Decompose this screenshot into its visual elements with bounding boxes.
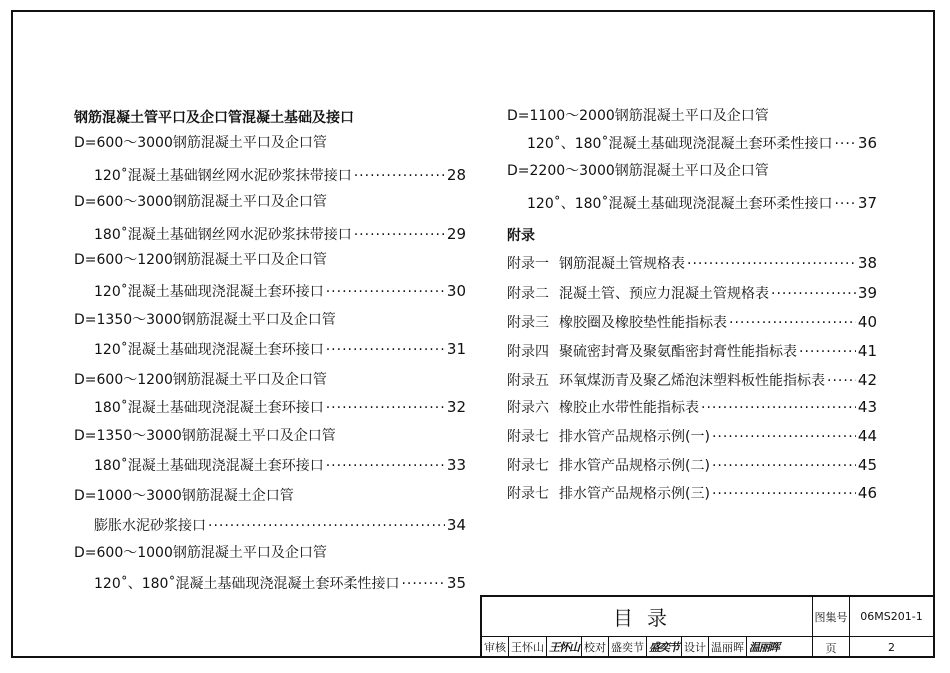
appendix-label: 附录二 (507, 286, 549, 302)
toc-entry-sub: 膨胀水泥砂浆接口 (94, 518, 206, 534)
toc-page-number: 28 (446, 166, 466, 184)
toc-entry-title: D=1100～2000钢筋混凝土平口及企口管 (507, 108, 769, 124)
leader-dots (771, 285, 856, 303)
appendix-title: 钢筋混凝土管规格表 (559, 256, 685, 272)
atlas-number: 06MS201-1 (850, 597, 933, 637)
atlas-label: 图集号 (813, 597, 850, 637)
toc-page-number: 34 (446, 516, 466, 534)
toc-page-number: 35 (446, 574, 466, 592)
appendix-title: 环氧煤沥青及聚乙烯泡沫塑料板性能指标表 (559, 373, 825, 389)
appendix-label: 附录四 (507, 344, 549, 360)
toc-page-number: 45 (857, 456, 877, 474)
appendix-entry[interactable] (507, 342, 877, 361)
leader-dots (354, 167, 445, 185)
toc-page-number: 38 (857, 254, 877, 272)
toc-entry[interactable] (74, 516, 466, 535)
review-signature: 王怀山 (547, 637, 582, 658)
appendix-title: 排水管产品规格示例(二) (559, 458, 710, 474)
toc-page-number: 33 (446, 456, 466, 474)
review-name: 王怀山 (509, 637, 547, 658)
signature-row (482, 637, 813, 658)
toc-entry[interactable] (74, 225, 466, 244)
toc-entry-sub: 180˚混凝土基础钢丝网水泥砂浆抹带接口 (94, 227, 352, 243)
design-label: 设计 (682, 637, 709, 658)
toc-entry[interactable] (74, 456, 466, 475)
leader-dots (326, 399, 445, 417)
toc-page-number: 32 (446, 398, 466, 416)
appendix-heading: 附录 (507, 228, 535, 244)
toc-page-number: 41 (857, 342, 877, 360)
leader-dots (729, 314, 856, 332)
appendix-entry[interactable] (507, 398, 877, 417)
appendix-title: 排水管产品规格示例(一) (559, 429, 710, 445)
leader-dots (326, 341, 445, 359)
toc-entry-sub: 120˚混凝土基础现浇混凝土套环接口 (94, 284, 324, 300)
leader-dots (712, 457, 856, 475)
toc-entry[interactable] (74, 166, 466, 185)
leader-dots (687, 255, 856, 273)
toc-entry[interactable] (74, 398, 466, 417)
toc-page-number: 43 (857, 398, 877, 416)
leader-dots (701, 399, 856, 417)
check-name: 盛奕节 (609, 637, 647, 658)
appendix-entry[interactable] (507, 254, 877, 273)
page-label: 页 (813, 637, 850, 658)
toc-entry-sub: 120˚混凝土基础现浇混凝土套环接口 (94, 342, 324, 358)
toc-page-number: 29 (446, 225, 466, 243)
check-label: 校对 (582, 637, 609, 658)
appendix-title: 混凝土管、预应力混凝土管规格表 (559, 286, 769, 302)
leader-dots (712, 428, 856, 446)
toc-entry-title: D=600～1200钢筋混凝土平口及企口管 (74, 372, 327, 388)
appendix-title: 橡胶圈及橡胶垫性能指标表 (559, 315, 727, 331)
toc-page-number: 42 (857, 371, 877, 389)
drawing-title: 目录 (482, 597, 813, 637)
appendix-entry[interactable] (507, 456, 877, 475)
toc-entry-title: D=600～1000钢筋混凝土平口及企口管 (74, 545, 327, 561)
leader-dots (827, 372, 856, 390)
leader-dots (208, 517, 445, 535)
design-signature: 温丽晖 (749, 641, 779, 654)
appendix-label: 附录七 (507, 486, 549, 502)
toc-entry-sub: 180˚混凝土基础现浇混凝土套环接口 (94, 458, 324, 474)
appendix-label: 附录七 (507, 458, 549, 474)
toc-entry[interactable] (74, 282, 466, 301)
toc-entry-title: D=1350～3000钢筋混凝土平口及企口管 (74, 428, 336, 444)
toc-entry[interactable] (74, 574, 466, 593)
leader-dots (354, 226, 445, 244)
appendix-entry[interactable] (507, 284, 877, 303)
section-heading: 钢筋混凝土管平口及企口管混凝土基础及接口 (74, 110, 354, 126)
leader-dots (326, 283, 445, 301)
toc-entry-sub: 120˚、180˚混凝土基础现浇混凝土套环柔性接口 (527, 136, 833, 152)
toc-page-number: 46 (857, 484, 877, 502)
appendix-entry[interactable] (507, 371, 877, 390)
toc-entry-title: D=1000～3000钢筋混凝土企口管 (74, 488, 294, 504)
toc-entry-sub: 180˚混凝土基础现浇混凝土套环接口 (94, 400, 324, 416)
title-block-info (813, 597, 933, 658)
appendix-label: 附录五 (507, 373, 549, 389)
appendix-label: 附录七 (507, 429, 549, 445)
leader-dots (326, 457, 445, 475)
appendix-entry[interactable] (507, 484, 877, 503)
toc-entry[interactable] (74, 340, 466, 359)
toc-page-number: 36 (857, 134, 877, 152)
toc-page-number: 39 (857, 284, 877, 302)
design-name: 温丽晖 (709, 637, 747, 658)
toc-page-number: 37 (857, 194, 877, 212)
check-signature: 盛奕节 (647, 637, 682, 658)
appendix-entry[interactable] (507, 427, 877, 446)
toc-entry[interactable] (527, 194, 877, 213)
toc-entry-title: D=600～1200钢筋混凝土平口及企口管 (74, 252, 327, 268)
appendix-label: 附录六 (507, 400, 549, 416)
toc-page-number: 40 (857, 313, 877, 331)
toc-page-number: 30 (446, 282, 466, 300)
toc-page-number: 31 (446, 340, 466, 358)
leader-dots (799, 343, 856, 361)
toc-entry[interactable] (527, 134, 877, 153)
leader-dots (834, 195, 855, 213)
toc-entry-sub: 120˚、180˚混凝土基础现浇混凝土套环柔性接口 (94, 576, 400, 592)
toc-entry-sub: 120˚混凝土基础钢丝网水泥砂浆抹带接口 (94, 168, 352, 184)
toc-page-number: 44 (857, 427, 877, 445)
page-number: 2 (888, 641, 895, 654)
appendix-entry[interactable] (507, 313, 877, 332)
review-label: 审核 (482, 637, 509, 658)
toc-entry-title: D=600～3000钢筋混凝土平口及企口管 (74, 135, 327, 151)
appendix-label: 附录一 (507, 256, 549, 272)
leader-dots (712, 485, 856, 503)
toc-entry-title: D=1350～3000钢筋混凝土平口及企口管 (74, 312, 336, 328)
toc-entry-sub: 120˚、180˚混凝土基础现浇混凝土套环柔性接口 (527, 196, 833, 212)
toc-entry-title: D=2200～3000钢筋混凝土平口及企口管 (507, 163, 769, 179)
leader-dots (401, 575, 444, 593)
toc-entry-title: D=600～3000钢筋混凝土平口及企口管 (74, 194, 327, 210)
title-block (480, 595, 935, 658)
leader-dots (834, 135, 855, 153)
appendix-title: 聚硫密封膏及聚氨酯密封膏性能指标表 (559, 344, 797, 360)
appendix-label: 附录三 (507, 315, 549, 331)
appendix-title: 排水管产品规格示例(三) (559, 486, 710, 502)
appendix-title: 橡胶止水带性能指标表 (559, 400, 699, 416)
